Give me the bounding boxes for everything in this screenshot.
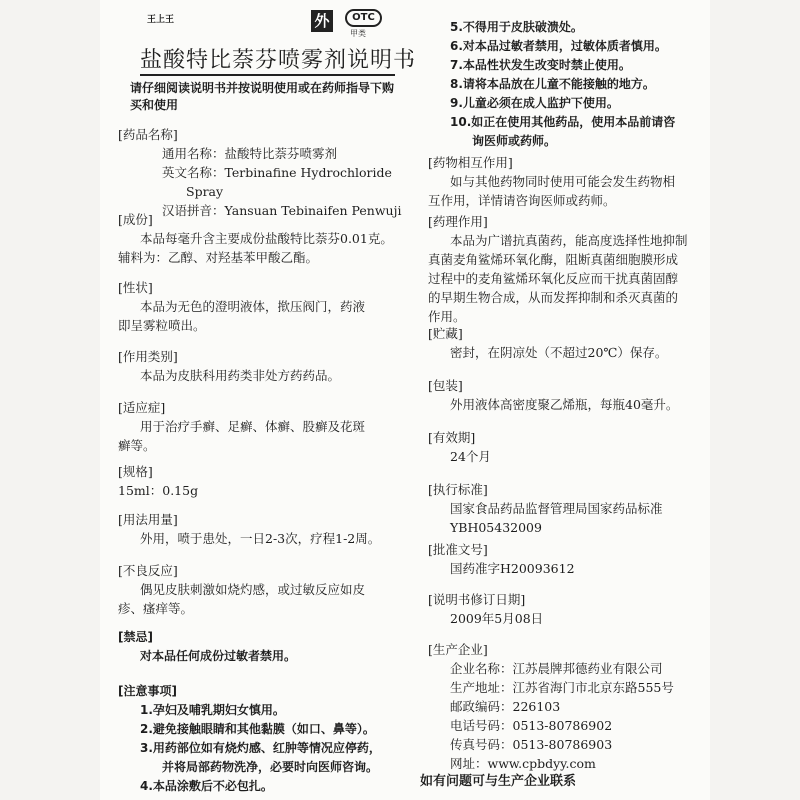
- section: [428, 590, 543, 628]
- section-line: 2009年5月08日: [450, 611, 544, 626]
- section-line: 对本品任何成份过敏者禁用。: [140, 649, 297, 663]
- section-heading: [生产企业]: [428, 642, 488, 657]
- section-line: 外用液体高密度聚乙烯瓶，每瓶40毫升。: [450, 397, 679, 412]
- section-heading: [有效期]: [428, 430, 476, 445]
- section-line: 国家食品药品监督管理局国家药品标准: [450, 501, 663, 516]
- section-line: 英文名称：Terbinafine Hydrochloride: [162, 165, 392, 180]
- section-heading: [执行标准]: [428, 482, 488, 497]
- section-line: 并将局部药物洗净，必要时向医师咨询。: [162, 760, 379, 774]
- section-line: 作用。: [428, 309, 466, 324]
- section-line: 如与其他药物同时使用可能会发生药物相: [450, 174, 676, 189]
- section-heading: [成份]: [118, 212, 153, 227]
- section-line: 互作用，详情请咨询医师或药师。: [428, 193, 616, 208]
- section-heading: [贮藏]: [428, 326, 463, 341]
- section-line: 8.请将本品放在儿童不能接触的地方。: [450, 77, 655, 91]
- section-heading: [禁忌]: [118, 630, 153, 644]
- section-heading: [说明书修订日期]: [428, 592, 526, 607]
- section-line: 本品为无色的澄明液体，揿压阀门，药液: [140, 299, 366, 314]
- section-heading: [包装]: [428, 378, 463, 393]
- section-line: 真菌麦角鲨烯环氧化酶，阻断真菌细胞膜形成: [428, 252, 679, 267]
- section-line: 10.如正在使用其他药品，使用本品前请咨: [450, 115, 676, 129]
- section-heading: [用法用量]: [118, 512, 178, 527]
- section: [118, 398, 365, 455]
- section: [428, 212, 688, 326]
- section: [428, 324, 667, 362]
- section: [118, 125, 401, 220]
- section: [428, 376, 678, 414]
- section-heading: [注意事项]: [118, 684, 177, 698]
- section-heading: [药理作用]: [428, 214, 488, 229]
- section-line: 询医师或药师。: [472, 134, 557, 148]
- section-line: 生产地址：江苏省海门市北京东路555号: [450, 680, 674, 695]
- section-line: 的早期生物合成，从而发挥抑制和杀灭真菌的: [428, 290, 679, 305]
- section: [118, 561, 365, 618]
- section-line: 传真号码：0513-80786903: [450, 737, 613, 752]
- section: [118, 278, 365, 335]
- section-line: 3.用药部位如有烧灼感、红肿等情况应停药，: [140, 741, 381, 755]
- external-use-badge: 外: [311, 10, 333, 32]
- otc-badge: OTC: [345, 9, 382, 27]
- section-line: 企业名称：江苏晨牌邦德药业有限公司: [450, 661, 663, 676]
- section: [428, 640, 674, 773]
- section-line: 汉语拼音：Yansuan Tebinaifen Penwuji: [162, 203, 402, 218]
- section-line: 通用名称：盐酸特比萘芬喷雾剂: [162, 146, 338, 161]
- section-line: 本品为广谱抗真菌药，能高度选择性地抑制: [450, 233, 688, 248]
- section-line: 6.对本品过敏者禁用，过敏体质者慎用。: [450, 39, 667, 53]
- section: [118, 347, 340, 385]
- section-line: 5.不得用于皮肤破溃处。: [450, 20, 583, 34]
- section-line: 7.本品性状发生改变时禁止使用。: [450, 58, 631, 72]
- section-line: 15ml：0.15g: [118, 483, 199, 498]
- section: [118, 510, 380, 548]
- section: [118, 682, 381, 796]
- section: [118, 210, 393, 267]
- section: [118, 628, 296, 666]
- section-line: 邮政编码：226103: [450, 699, 561, 714]
- section-line: 1.孕妇及哺乳期妇女慎用。: [140, 703, 285, 717]
- section-heading: [适应症]: [118, 400, 166, 415]
- title-divider: [140, 74, 395, 76]
- section-heading: [不良反应]: [118, 563, 178, 578]
- section: [428, 428, 491, 466]
- section-line: YBH05432009: [450, 520, 542, 535]
- contact-note: 如有问题可与生产企业联系: [420, 774, 577, 789]
- section-line: 用于治疗手癣、足癣、体癣、股癣及花斑: [140, 419, 366, 434]
- section-line: 9.儿童必须在成人监护下使用。: [450, 96, 619, 110]
- section: [428, 18, 675, 151]
- section-line: 偶见皮肤刺激如烧灼感，或过敏反应如皮: [140, 582, 366, 597]
- section-line: 本品每毫升含主要成份盐酸特比萘芬0.01克。: [140, 231, 393, 246]
- section-line: 网址：www.cpbdyy.com: [450, 756, 596, 771]
- section-heading: [药品名称]: [118, 127, 178, 142]
- section-line: 辅料为：乙醇、对羟基苯甲酸乙酯。: [118, 250, 319, 265]
- section-line: 电话号码：0513-80786902: [450, 718, 613, 733]
- section-line: 外用，喷于患处，一日2-3次，疗程1-2周。: [140, 531, 381, 546]
- section-line: 密封，在阴凉处（不超过20℃）保存。: [450, 345, 668, 360]
- section: [428, 480, 663, 537]
- section-line: 癣等。: [118, 438, 156, 453]
- usage-warning: 请仔细阅读说明书并按说明使用或在药师指导下购买和使用: [130, 81, 395, 112]
- section: [428, 540, 575, 578]
- section-heading: [规格]: [118, 464, 153, 479]
- section-line: 24个月: [450, 449, 491, 464]
- section: [118, 462, 198, 500]
- section-line: 4.本品涂敷后不必包扎。: [140, 779, 273, 793]
- section-heading: [性状]: [118, 280, 153, 295]
- section-line: Spray: [186, 184, 224, 199]
- section-line: 2.避免接触眼睛和其他黏膜（如口、鼻等）。: [140, 722, 375, 736]
- section-line: 国药准字H20093612: [450, 561, 575, 576]
- section-line: 即呈雾粒喷出。: [118, 318, 206, 333]
- section-heading: [批准文号]: [428, 542, 488, 557]
- section-line: 过程中的麦角鲨烯环氧化反应而干扰真菌固醇: [428, 271, 679, 286]
- brand-logo: 王上王: [147, 15, 175, 25]
- section-heading: [药物相互作用]: [428, 155, 513, 170]
- section-line: 疹、瘙痒等。: [118, 601, 194, 616]
- section: [428, 153, 675, 210]
- section-heading: [作用类别]: [118, 349, 178, 364]
- section-line: 本品为皮肤科用药类非处方药药品。: [140, 368, 341, 383]
- document-title: 盐酸特比萘芬喷雾剂说明书: [140, 48, 417, 73]
- otc-class-label: 甲类: [350, 29, 366, 38]
